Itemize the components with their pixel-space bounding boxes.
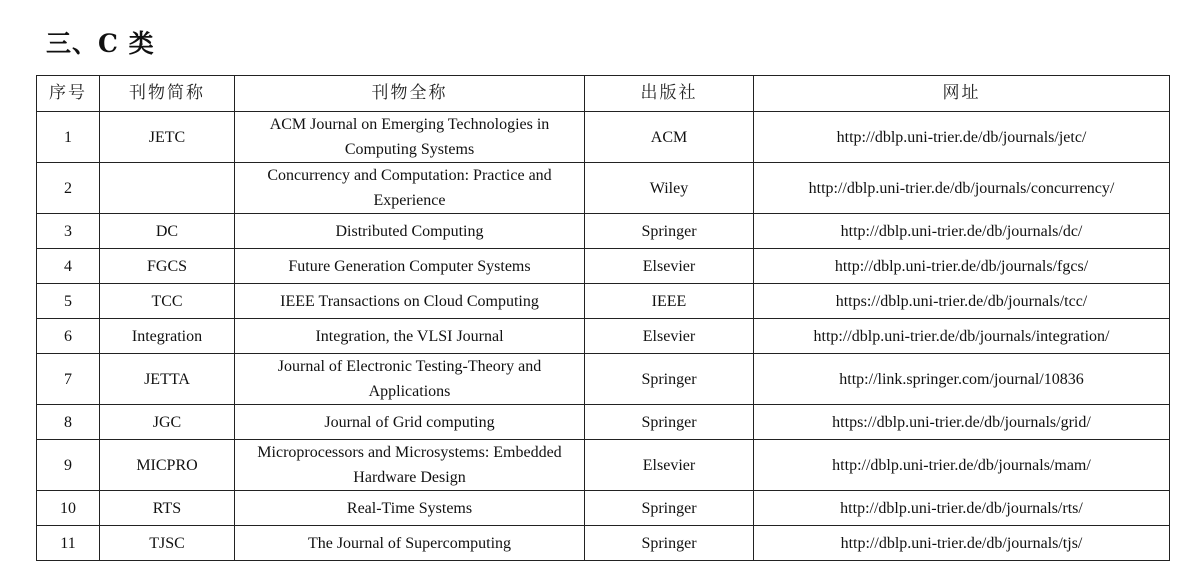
cell-abbr <box>100 163 235 214</box>
cell-no: 2 <box>37 163 100 214</box>
header-abbr: 刊物简称 <box>100 76 235 112</box>
cell-url: https://dblp.uni-trier.de/db/journals/grid/ <box>754 405 1170 440</box>
full-name-line: Journal of Electronic Testing-Theory and <box>277 358 542 375</box>
header-publisher: 出版社 <box>585 76 754 112</box>
cell-no: 6 <box>37 319 100 354</box>
header-no: 序号 <box>37 76 100 112</box>
header-url: 网址 <box>754 76 1170 112</box>
cell-no: 10 <box>37 491 100 526</box>
cell-abbr: TCC <box>100 284 235 319</box>
full-name-line: Concurrency and Computation: Practice and <box>267 167 552 184</box>
cell-publisher: Elsevier <box>585 249 754 284</box>
table-header-row <box>37 76 1170 112</box>
cell-full-name <box>235 440 585 491</box>
cell-abbr: TJSC <box>100 526 235 561</box>
cell-publisher: Elsevier <box>585 440 754 491</box>
cell-no: 11 <box>37 526 100 561</box>
cell-publisher: Springer <box>585 354 754 405</box>
cell-abbr: JETC <box>100 112 235 163</box>
cell-no: 7 <box>37 354 100 405</box>
cell-no: 4 <box>37 249 100 284</box>
cell-publisher: Wiley <box>585 163 754 214</box>
full-name-line: Experience <box>373 192 446 209</box>
cell-abbr: FGCS <box>100 249 235 284</box>
table-row <box>37 214 1170 249</box>
full-name-line: Computing Systems <box>344 141 475 158</box>
table-row <box>37 526 1170 561</box>
cell-abbr: JGC <box>100 405 235 440</box>
cell-url: http://dblp.uni-trier.de/db/journals/rts/ <box>754 491 1170 526</box>
cell-full-name: The Journal of Supercomputing <box>235 526 585 561</box>
cell-publisher: Springer <box>585 491 754 526</box>
cell-url: http://dblp.uni-trier.de/db/journals/concurrency/ <box>754 163 1170 214</box>
full-name-line: ACM Journal on Emerging Technologies in <box>269 116 550 133</box>
table-row <box>37 354 1170 405</box>
cell-abbr: DC <box>100 214 235 249</box>
cell-full-name: Real-Time Systems <box>235 491 585 526</box>
cell-url: http://dblp.uni-trier.de/db/journals/jetc/ <box>754 112 1170 163</box>
cell-url: http://dblp.uni-trier.de/db/journals/integration/ <box>754 319 1170 354</box>
table-row <box>37 319 1170 354</box>
cell-no: 1 <box>37 112 100 163</box>
cell-url: http://link.springer.com/journal/10836 <box>754 354 1170 405</box>
table-row <box>37 491 1170 526</box>
full-name-line: Applications <box>368 383 451 400</box>
header-full-name: 刊物全称 <box>235 76 585 112</box>
cell-url: http://dblp.uni-trier.de/db/journals/tjs/ <box>754 526 1170 561</box>
table-row <box>37 405 1170 440</box>
cell-full-name: Future Generation Computer Systems <box>235 249 585 284</box>
cell-publisher: Springer <box>585 214 754 249</box>
cell-url: https://dblp.uni-trier.de/db/journals/tcc/ <box>754 284 1170 319</box>
cell-publisher: Elsevier <box>585 319 754 354</box>
journal-table <box>36 75 1170 561</box>
table-row <box>37 440 1170 491</box>
section-heading: 三、C 类 <box>46 29 155 58</box>
cell-publisher: IEEE <box>585 284 754 319</box>
table-row <box>37 112 1170 163</box>
cell-publisher: Springer <box>585 526 754 561</box>
cell-full-name: Integration, the VLSI Journal <box>235 319 585 354</box>
cell-no: 8 <box>37 405 100 440</box>
cell-publisher: Springer <box>585 405 754 440</box>
cell-full-name: Journal of Grid computing <box>235 405 585 440</box>
cell-abbr: JETTA <box>100 354 235 405</box>
cell-abbr: MICPRO <box>100 440 235 491</box>
cell-full-name <box>235 354 585 405</box>
cell-no: 5 <box>37 284 100 319</box>
cell-abbr: RTS <box>100 491 235 526</box>
cell-full-name <box>235 163 585 214</box>
table-row <box>37 163 1170 214</box>
cell-full-name <box>235 112 585 163</box>
cell-url: http://dblp.uni-trier.de/db/journals/fgcs/ <box>754 249 1170 284</box>
cell-publisher: ACM <box>585 112 754 163</box>
table-row <box>37 249 1170 284</box>
cell-url: http://dblp.uni-trier.de/db/journals/dc/ <box>754 214 1170 249</box>
table-row <box>37 284 1170 319</box>
cell-full-name: Distributed Computing <box>235 214 585 249</box>
full-name-line: Hardware Design <box>353 469 466 486</box>
cell-full-name: IEEE Transactions on Cloud Computing <box>235 284 585 319</box>
cell-abbr: Integration <box>100 319 235 354</box>
cell-no: 3 <box>37 214 100 249</box>
cell-url: http://dblp.uni-trier.de/db/journals/mam/ <box>754 440 1170 491</box>
full-name-line: Microprocessors and Microsystems: Embedded <box>257 444 562 461</box>
cell-no: 9 <box>37 440 100 491</box>
